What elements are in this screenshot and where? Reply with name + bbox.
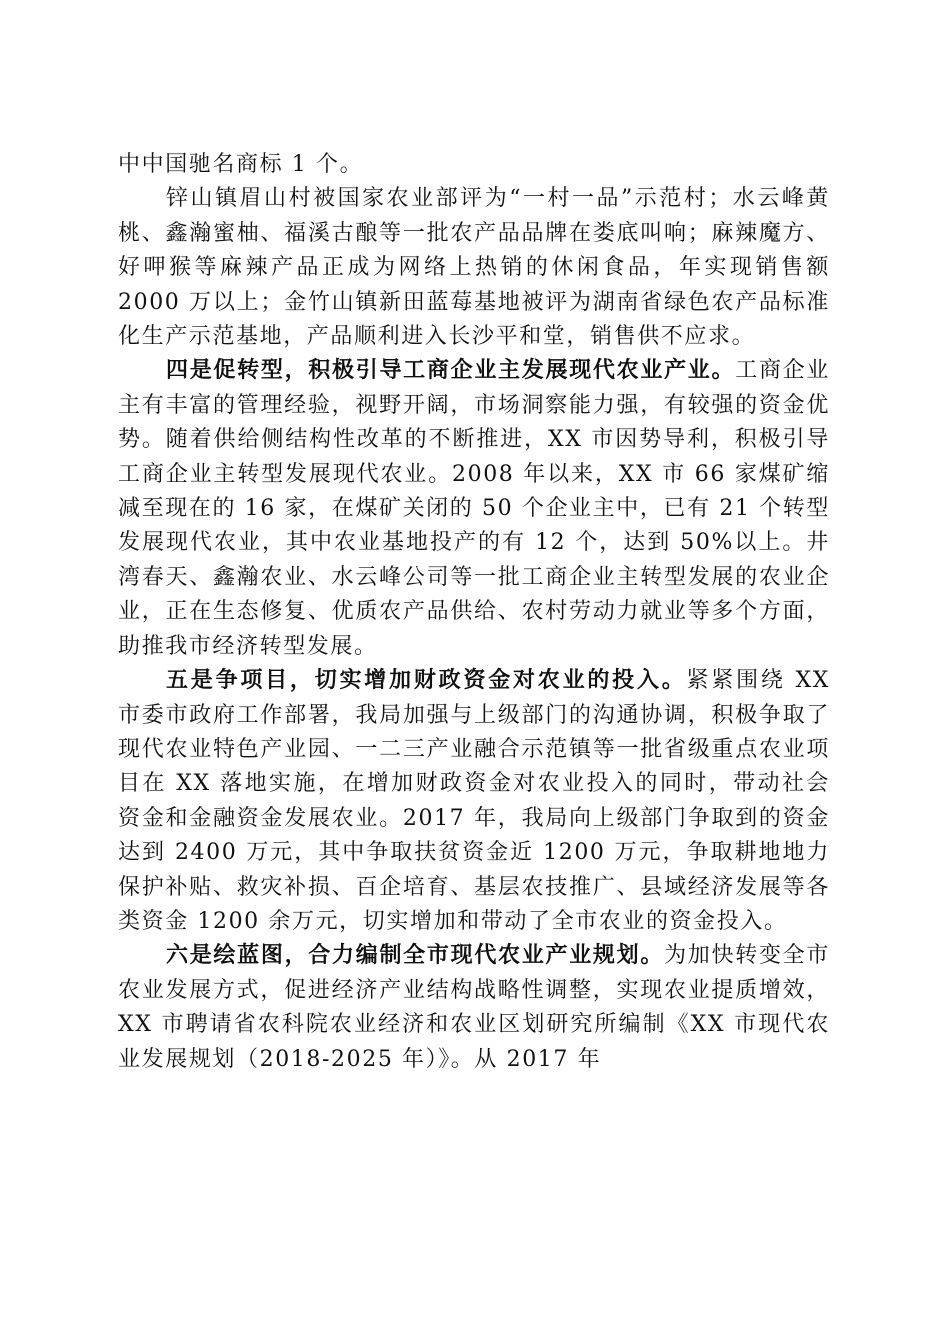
paragraph-body: 中中国驰名商标 1 个。 [118, 152, 364, 177]
paragraph-lead-heading: 四是促转型，积极引导工商企业主发展现代农业产业。 [166, 358, 736, 384]
document-page [118, 148, 830, 1077]
paragraph-body: 紧紧围绕 XX 市委市政府工作部署，我局加强与上级部门的沟通协调，积极争取了现代农业特色产业园、一二三产业融合示范镇等一批省级重点农业项目在 XX 落地实施，在增加财政资金对农业投入的同时，带动社会资金和金融资金发展农业。2017 年，我局向上级部门争取到的资金达到 2400 万元，其中争取扶贫资金近 1200 万元，争取耕地地力保护补贴、救灾补损、百企培育、基层农技推广、县域经济发展等各类资金 1200 余万元，切实增加和带动了全市农业的资金投入。 [118, 668, 830, 934]
paragraph-body: 工商企业主有丰富的管理经验，视野开阔，市场洞察能力强，有较强的资金优势。随着供给侧结构性改革的不断推进，XX 市因势导利，积极引导工商企业主转型发展现代农业。2008 年以来，XX 市 66 家煤矿缩减至现在的 16 家，在煤矿关闭的 50 个企业主中，已有 21 个转型发展现代农业，其中农业基地投产的有 12 个，达到 50%以上。井湾春天、鑫瀚农业、水云峰公司等一批工商企业主转型发展的农业企业，正在生态修复、优质农产品供给、农村劳动力就业等多个方面，助推我市经济转型发展。 [118, 358, 831, 659]
paragraph-lead-heading: 五是争项目，切实增加财政资金对农业的投入。 [166, 668, 687, 694]
paragraph-body: 锌山镇眉山村被国家农业部评为“一村一品”示范村；水云峰黄桃、鑫瀚蜜柚、福溪古酿等一批农产品品牌在娄底叫响；麻辣魔方、好呷猴等麻辣产品正成为网络上热销的休闲食品，年实现销售额 2000 万以上；金竹山镇新田蓝莓基地被评为湖南省绿色农产品标准化生产示范基地，产品顺利进入长沙平和堂，销售供不应求。 [118, 186, 830, 350]
paragraph-transformation [118, 354, 830, 664]
paragraph-body: 为加快转变全市农业发展方式，促进经济产业结构战略性调整，实现农业提质增效，XX 市聘请省农科院农业经济和农业区划研究所编制《XX 市现代农业发展规划（2018-2025 年）》。从 2017 年 [118, 943, 831, 1072]
paragraph-planning [118, 939, 830, 1077]
paragraph-lead-heading: 六是绘蓝图，合力编制全市现代农业产业规划。 [166, 943, 665, 969]
paragraph-brands [118, 182, 830, 354]
paragraph-projects [118, 664, 830, 939]
paragraph-continuation [118, 148, 830, 182]
